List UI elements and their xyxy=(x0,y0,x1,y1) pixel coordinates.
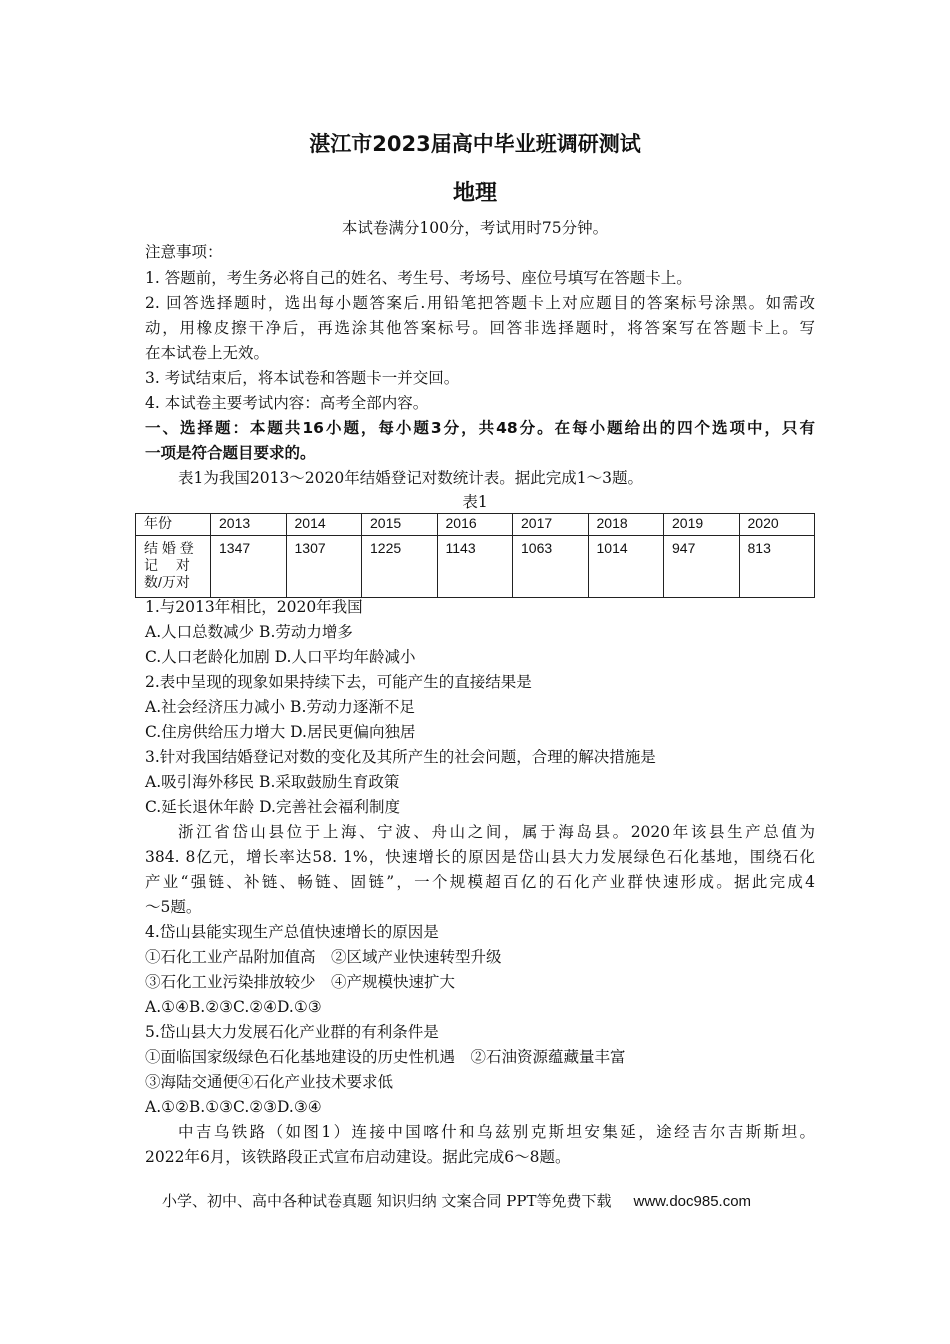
value-cell: 1347 xyxy=(211,536,287,598)
year-cell: 2018 xyxy=(588,514,664,536)
table-intro: 表1为我国2013～2020年结婚登记对数统计表。据此完成1～3题。 xyxy=(178,469,643,487)
note-2-line-3: 在本试卷上无效。 xyxy=(145,344,270,362)
value-cell: 1063 xyxy=(513,536,589,598)
note-2-line-2: 动，用橡皮擦干净后，再选涂其他答案标号。回答非选择题时，将答案写在答题卡上。写 xyxy=(145,319,815,337)
footer-link[interactable]: www.doc985.com xyxy=(633,1193,752,1210)
table-header-row xyxy=(136,514,815,536)
question-1-options-ab: A.人口总数减少 B.劳动力增多 xyxy=(145,623,353,641)
question-3-options-ab: A.吸引海外移民 B.采取鼓励生育政策 xyxy=(145,773,400,791)
question-2-options-ab: A.社会经济压力减小 B.劳动力逐渐不足 xyxy=(145,698,415,716)
passage-2-line-1: 浙江省岱山县位于上海、宁波、舟山之间，属于海岛县。2020年该县生产总值为 xyxy=(178,823,815,841)
question-5: 5.岱山县大力发展石化产业群的有利条件是 xyxy=(145,1023,439,1041)
note-2-line-1: 2. 回答选择题时，选出每小题答案后.用铅笔把答题卡上对应题目的答案标号涂黑。如需改 xyxy=(145,294,815,312)
year-cell: 2015 xyxy=(362,514,438,536)
note-3: 3. 考试结束后，将本试卷和答题卡一并交回。 xyxy=(145,369,460,387)
note-1: 1. 答题前，考生务必将自己的姓名、考生号、考场号、座位号填写在答题卡上。 xyxy=(145,269,692,287)
question-4: 4.岱山县能实现生产总值快速增长的原因是 xyxy=(145,923,439,941)
passage-3-line-1: 中吉乌铁路（如图1）连接中国喀什和乌兹别克斯坦安集延，途经吉尔吉斯斯坦。 xyxy=(178,1123,815,1141)
question-5-statements-1: ①面临国家级绿色石化基地建设的历史性机遇 ②石油资源蕴藏量丰富 xyxy=(145,1048,626,1066)
year-cell: 2016 xyxy=(437,514,513,536)
year-cell: 2014 xyxy=(286,514,362,536)
marriage-registration-table xyxy=(135,513,815,598)
value-cell: 1014 xyxy=(588,536,664,598)
year-cell: 2013 xyxy=(211,514,287,536)
note-4: 4. 本试卷主要考试内容：高考全部内容。 xyxy=(145,394,429,412)
value-cell: 947 xyxy=(664,536,740,598)
passage-2-line-4: ～5题。 xyxy=(145,898,202,916)
exam-title: 湛江市2023届高中毕业班调研测试 xyxy=(309,132,641,156)
question-1: 1.与2013年相比，2020年我国 xyxy=(145,598,363,616)
footer-text: 小学、初中、高中各种试卷真题 知识归纳 文案合同 PPT等免费下载 xyxy=(162,1192,612,1210)
row-label-cell xyxy=(136,536,211,598)
page-footer xyxy=(162,1190,751,1211)
question-4-statements-2: ③石化工业污染排放较少 ④产规模快速扩大 xyxy=(145,973,456,991)
row-label-line: 数/万对 xyxy=(144,574,190,590)
notes-heading: 注意事项： xyxy=(145,243,223,261)
table-data-row xyxy=(136,536,815,598)
question-1-options-cd: C.人口老龄化加剧 D.人口平均年龄减小 xyxy=(145,648,416,666)
value-cell: 813 xyxy=(739,536,815,598)
table-caption: 表1 xyxy=(462,493,488,511)
header-label-cell: 年份 xyxy=(136,514,211,536)
year-cell: 2020 xyxy=(739,514,815,536)
question-3-options-cd: C.延长退休年龄 D.完善社会福利制度 xyxy=(145,798,400,816)
row-label-line: 结 婚 登 xyxy=(144,540,194,556)
question-3: 3.针对我国结婚登记对数的变化及其所产生的社会问题，合理的解决措施是 xyxy=(145,748,656,766)
subject-title: 地理 xyxy=(452,181,497,206)
question-2-options-cd: C.住房供给压力增大 D.居民更偏向独居 xyxy=(145,723,416,741)
row-label-line: 记 对 xyxy=(144,557,190,573)
passage-3-line-2: 2022年6月，该铁路段正式宣布启动建设。据此完成6～8题。 xyxy=(145,1148,571,1166)
exam-info: 本试卷满分100分，考试用时75分钟。 xyxy=(341,219,609,237)
year-cell: 2017 xyxy=(513,514,589,536)
section-heading-line-2: 一项是符合题目要求的。 xyxy=(145,444,316,462)
value-cell: 1307 xyxy=(286,536,362,598)
question-2: 2.表中呈现的现象如果持续下去，可能产生的直接结果是 xyxy=(145,673,532,691)
section-heading-line-1: 一、选择题：本题共16小题，每小题3分，共48分。在每小题给出的四个选项中，只有 xyxy=(145,419,815,437)
passage-2-line-2: 384. 8亿元，增长率达58. 1%，快速增长的原因是岱山县大力发展绿色石化基地，围绕石化 xyxy=(145,848,815,866)
value-cell: 1225 xyxy=(362,536,438,598)
question-5-statements-2: ③海陆交通便④石化产业技术要求低 xyxy=(145,1073,394,1091)
value-cell: 1143 xyxy=(437,536,513,598)
question-4-answers: A.①④B.②③C.②④D.①③ xyxy=(145,998,322,1016)
question-5-answers: A.①②B.①③C.②③D.③④ xyxy=(145,1098,322,1116)
question-4-statements-1: ①石化工业产品附加值高 ②区域产业快速转型升级 xyxy=(145,948,502,966)
passage-2-line-3: 产业“强链、补链、畅链、固链”，一个规模超百亿的石化产业群快速形成。据此完成4 xyxy=(145,873,815,891)
year-cell: 2019 xyxy=(664,514,740,536)
